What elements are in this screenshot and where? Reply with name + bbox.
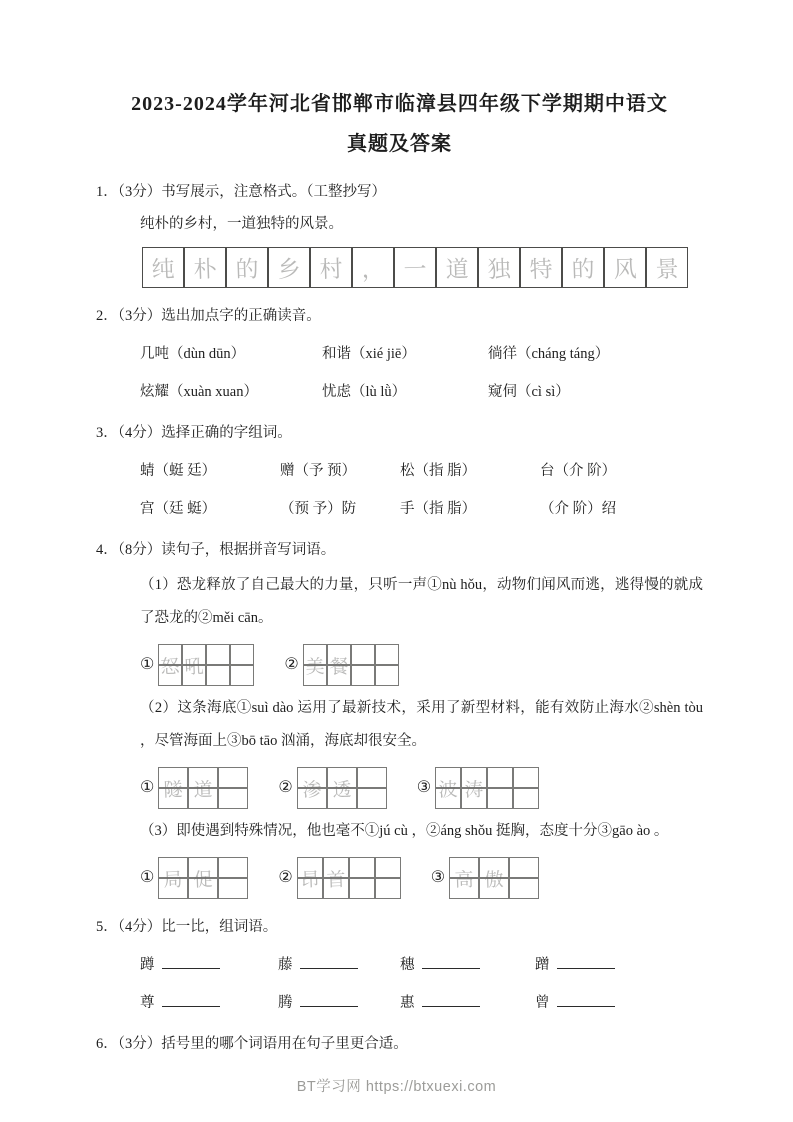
grid-cell [375, 878, 401, 899]
question-4-part-1-answers [140, 644, 703, 686]
grid-cell [230, 665, 254, 686]
question-2-row-2 [140, 379, 703, 405]
answer-blank [557, 952, 615, 969]
compare-char: 腾 [278, 995, 293, 1011]
answer-grid [297, 857, 401, 899]
question-4-part-3-text: （3）即使遇到特殊情况，他也毫不①jú cù ，②áng shǒu 挺胸，态度十分③gāo ào 。 [140, 823, 669, 839]
answer-blank [422, 990, 480, 1007]
compare-word [400, 990, 535, 1016]
grid-cell [646, 247, 688, 288]
answer-number: ② [284, 656, 299, 673]
handwriting-marks: 高 傲 [454, 868, 504, 891]
grid-cell [487, 788, 513, 809]
compare-word [278, 952, 400, 978]
footer-watermark: BT学习网 https://btxuexi.com [296, 1079, 497, 1095]
grid-cell [182, 665, 206, 686]
grid-cell [303, 665, 327, 686]
handwriting-marks: 渗 透 [301, 778, 352, 801]
grid-cell [158, 878, 188, 899]
pinyin-choice: 炫耀（xuàn xuan） [140, 384, 258, 400]
answer-slot [278, 767, 386, 809]
question-2-label: 2．（3分）选出加点字的正确读音。 [96, 308, 321, 324]
answer-number: ③ [416, 779, 432, 796]
grid-cell [188, 788, 218, 809]
char-choice: 宫（廷 蜓） [140, 501, 217, 517]
grid-cell [184, 247, 226, 288]
char-choice: 蜻（蜓 廷） [140, 463, 217, 479]
grid-cell [188, 857, 218, 878]
char-choice: 松（指 脂） [400, 463, 477, 479]
answer-blank [300, 952, 358, 969]
question-5-row-1 [140, 952, 703, 978]
grid-cell [158, 665, 182, 686]
handwriting-marks: 波 涛 [438, 778, 484, 801]
grid-cell [158, 788, 188, 809]
grid-cell [218, 767, 248, 788]
grid-cell [351, 665, 375, 686]
char-choice: 台（介 阶） [540, 463, 617, 479]
question-3-label: 3．（4分）选择正确的字组词。 [96, 425, 292, 441]
grid-cell [158, 644, 182, 665]
question-4-part-2-text: （2）这条海底①suì dào 运用了最新技术，采用了新型材料，能有效防止海水②shèn tòu ，尽管海面上③bō tāo 汹涌，海底却很安全。 [140, 700, 703, 749]
grid-cell [323, 857, 349, 878]
question-5-row-2 [140, 990, 703, 1016]
grid-cell [352, 247, 394, 288]
pinyin-choice: 几吨（dùn dūn） [140, 346, 246, 362]
grid-cell [218, 857, 248, 878]
grid-cell [218, 878, 248, 899]
char-choice: （预 予）防 [280, 501, 357, 517]
compare-word [535, 990, 615, 1016]
answer-slot [431, 857, 539, 899]
question-6-label: 6．（3分）括号里的哪个词语用在句子里更合适。 [96, 1036, 408, 1052]
compare-char: 惠 [400, 995, 415, 1011]
grid-cell [268, 247, 310, 288]
question-1-sentence: 纯朴的乡村，一道独特的风景。 [140, 216, 343, 232]
grid-cell [188, 767, 218, 788]
answer-blank [557, 990, 615, 1007]
grid-cell [349, 857, 375, 878]
compare-word [140, 952, 278, 978]
question-4-label: 4．（8分）读句子，根据拼音写词语。 [96, 542, 336, 558]
grid-cell [449, 857, 479, 878]
answer-grid [297, 767, 387, 809]
grid-cell [520, 247, 562, 288]
answer-number: ① [140, 656, 155, 673]
grid-cell [327, 767, 357, 788]
grid-cell [327, 788, 357, 809]
grid-cell [436, 247, 478, 288]
grid-cell [218, 788, 248, 809]
handwriting-marks: 纯 朴 的 乡 村 ， 一 道 独 特 的 风 景 [151, 256, 680, 284]
grid-cell [327, 644, 351, 665]
grid-cell [226, 247, 268, 288]
compare-char: 蹲 [140, 957, 155, 973]
answer-slot [417, 767, 539, 809]
grid-cell [394, 247, 436, 288]
compare-word [278, 990, 400, 1016]
grid-cell [375, 857, 401, 878]
grid-cell [449, 878, 479, 899]
question-2-row-1 [140, 341, 703, 367]
answer-slot [284, 644, 398, 686]
question-3-row-1 [140, 458, 703, 484]
grid-cell [206, 644, 230, 665]
grid-cell [297, 878, 323, 899]
grid-cell [604, 247, 646, 288]
grid-cell [349, 878, 375, 899]
char-choice: 赠（予 预） [280, 463, 357, 479]
grid-cell [509, 878, 539, 899]
handwriting-marks: 昂 首 [299, 868, 346, 891]
title-line-2: 真题及答案 [347, 133, 452, 155]
answer-grid [158, 857, 248, 899]
question-4-part-2-answers [140, 767, 703, 809]
answer-grid [158, 767, 248, 809]
answer-grid [435, 767, 539, 809]
grid-cell [230, 644, 254, 665]
question-1-label: 1．（3分）书写展示，注意格式。（工整抄写） [96, 184, 386, 200]
grid-cell [375, 665, 399, 686]
pinyin-choice: 徜徉（cháng táng） [488, 346, 610, 362]
handwriting-marks: 美 餐 [304, 655, 349, 678]
grid-cell [487, 767, 513, 788]
answer-slot [140, 857, 248, 899]
answer-number: ① [140, 779, 155, 796]
grid-cell [461, 788, 487, 809]
handwriting-marks: 怒 吼 [160, 655, 205, 678]
grid-cell [562, 247, 604, 288]
grid-cell [310, 247, 352, 288]
grid-cell [327, 665, 351, 686]
title-line-1: 2023-2024学年河北省邯郸市临漳县四年级下学期期中语文 [131, 93, 668, 115]
question-5-label: 5．（4分）比一比，组词语。 [96, 919, 278, 935]
grid-cell [513, 767, 539, 788]
answer-grid [303, 644, 399, 686]
grid-cell [435, 767, 461, 788]
compare-char: 曾 [535, 995, 550, 1011]
grid-cell [375, 644, 399, 665]
answer-slot [140, 767, 248, 809]
grid-cell [479, 878, 509, 899]
answer-blank [300, 990, 358, 1007]
handwriting-marks: 隧 道 [163, 778, 214, 801]
answer-number: ① [140, 869, 155, 886]
grid-cell [206, 665, 230, 686]
grid-cell [478, 247, 520, 288]
pinyin-choice: 和谐（xié jiē） [322, 346, 416, 362]
grid-cell [142, 247, 184, 288]
grid-cell [158, 857, 188, 878]
question-4-part-3-answers [140, 857, 703, 899]
grid-cell [435, 788, 461, 809]
compare-word [535, 952, 615, 978]
char-choice: 手（指 脂） [400, 501, 477, 517]
answer-grid [449, 857, 539, 899]
page-title [96, 84, 703, 164]
handwriting-marks: 局 促 [163, 868, 214, 891]
grid-cell [479, 857, 509, 878]
answer-number: ② [278, 779, 293, 796]
compare-char: 尊 [140, 995, 155, 1011]
answer-blank [422, 952, 480, 969]
grid-cell [303, 644, 327, 665]
char-choice: （介 阶）绍 [540, 501, 617, 517]
answer-blank [162, 952, 220, 969]
answer-slot [140, 644, 254, 686]
compare-char: 蹭 [535, 957, 550, 973]
grid-cell [297, 767, 327, 788]
pinyin-choice: 窥伺（cì sì） [488, 384, 570, 400]
answer-slot [278, 857, 400, 899]
grid-cell [297, 788, 327, 809]
grid-cell [351, 644, 375, 665]
compare-word [400, 952, 535, 978]
grid-cell [297, 857, 323, 878]
grid-cell [158, 767, 188, 788]
answer-blank [162, 990, 220, 1007]
grid-cell [509, 857, 539, 878]
grid-cell [323, 878, 349, 899]
grid-cell [357, 788, 387, 809]
grid-cell [188, 878, 218, 899]
answer-number: ② [278, 869, 293, 886]
compare-char: 藤 [278, 957, 293, 973]
compare-word [140, 990, 278, 1016]
grid-cell [513, 788, 539, 809]
writing-grid [142, 247, 688, 288]
answer-number: ③ [430, 869, 446, 886]
pinyin-choice: 忧虑（lù lǜ） [322, 384, 407, 400]
grid-cell [357, 767, 387, 788]
grid-cell [461, 767, 487, 788]
question-4-part-1-text: （1）恐龙释放了自己最大的力量，只听一声①nù hǒu，动物们闻风而逃，逃得慢的就成了恐龙的②měi cān。 [140, 577, 703, 626]
grid-cell [182, 644, 206, 665]
answer-grid [158, 644, 254, 686]
question-3-row-2 [140, 496, 703, 522]
compare-char: 穗 [400, 957, 415, 973]
